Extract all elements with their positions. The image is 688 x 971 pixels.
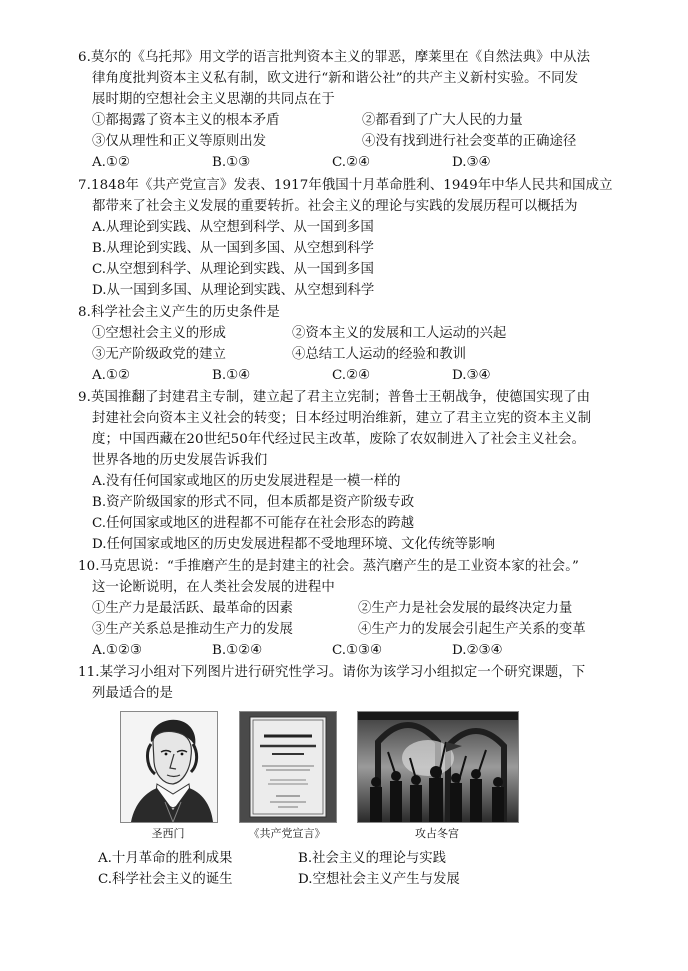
q9-choice-d: D.任何国家或地区的历史发展进程都不受地理环境、文化传统等影响 <box>92 537 495 552</box>
q7-choice-b: B.从理论到实践、从一国到多国、从空想到科学 <box>92 241 374 256</box>
q8-stem-line-1: 8.科学社会主义产生的历史条件是 <box>78 305 280 320</box>
q9-stem-line-4: 世界各地的历史发展告诉我们 <box>92 453 268 468</box>
q9-choice-a: A.没有任何国家或地区的历史发展进程是一模一样的 <box>92 474 401 489</box>
q9-stem-line-2: 封建社会向资本主义社会的转变；日本经过明治维新，建立了君主立宪的资本主义制 <box>92 411 592 426</box>
q6-stem-line-3: 展时期的空想社会主义思潮的共同点在于 <box>92 92 335 107</box>
q9-choice-c: C.任何国家或地区的进程都不可能存在社会形态的跨越 <box>92 516 415 531</box>
q10-choice-c: C.①③④ <box>332 643 383 658</box>
q8-item-3: ③无产阶级政党的建立 <box>92 347 226 362</box>
q6-stem-line-1: 6.莫尔的《乌托邦》用文学的语言批判资本主义的罪恶，摩莱里在《自然法典》中从法 <box>78 50 591 65</box>
q6-item-2: ②都看到了广大人民的力量 <box>362 113 523 128</box>
q7-choice-a: A.从理论到实践、从空想到科学、从一国到多国 <box>92 220 374 235</box>
q6-choice-c: C.②④ <box>332 155 371 170</box>
q7-stem-line-2: 都带来了社会主义发展的重要转折。社会主义的理论与实践的发展历程可以概括为 <box>92 199 578 214</box>
q8-item-1: ①空想社会主义的形成 <box>92 326 226 341</box>
q7-stem-line-1: 7.1848年《共产党宣言》发表、1917年俄国十月革命胜利、1949年中华人民共和国成立 <box>78 178 613 193</box>
q6-item-4: ④没有找到进行社会变革的正确途径 <box>362 134 577 149</box>
q6-choice-b: B.①③ <box>212 155 251 170</box>
q9-choice-b: B.资产阶级国家的形式不同，但本质都是资产阶级专政 <box>92 495 415 510</box>
q10-stem-line-2: 这一论断说明，在人类社会发展的进程中 <box>92 580 335 595</box>
q7-choice-d: D.从一国到多国、从理论到实践、从空想到科学 <box>92 283 375 298</box>
q10-stem-line-1: 10.马克思说：“手推磨产生的是封建主的社会。蒸汽磨产生的是工业资本家的社会。” <box>78 559 579 574</box>
q11-stem-line-2: 列最适合的是 <box>92 686 173 701</box>
q10-item-1: ①生产力是最活跃、最革命的因素 <box>92 601 293 616</box>
q11-choice-d: D.空想社会主义产生与发展 <box>298 872 460 887</box>
communist-manifesto-caption: 《共产党宣言》 <box>248 827 326 840</box>
q8-choice-c: C.②④ <box>332 368 371 383</box>
q11-stem-line-1: 11.某学习小组对下列图片进行研究性学习。请你为该学习小组拟定一个研究课题，下 <box>78 665 586 680</box>
q6-choice-a: A.①② <box>92 155 130 170</box>
q9-stem-line-1: 9.英国推翻了封建君主专制，建立起了君主立宪制；普鲁士王朝战争，使德国实现了由 <box>78 390 591 405</box>
q11-choice-a: A.十月革命的胜利成果 <box>98 851 233 866</box>
q11-choice-c: C.科学社会主义的诞生 <box>98 872 233 887</box>
communist-manifesto-cover-image <box>239 711 337 823</box>
q8-item-2: ②资本主义的发展和工人运动的兴起 <box>292 326 507 341</box>
q6-item-1: ①都揭露了资本主义的根本矛盾 <box>92 113 280 128</box>
q8-item-4: ④总结工人运动的经验和教训 <box>292 347 467 362</box>
storming-winter-palace-image <box>357 711 519 823</box>
q10-item-3: ③生产关系总是推动生产力的发展 <box>92 622 293 637</box>
q11-choice-b: B.社会主义的理论与实践 <box>298 851 447 866</box>
q10-item-2: ②生产力是社会发展的最终决定力量 <box>358 601 573 616</box>
saint-simon-caption: 圣西门 <box>151 827 185 840</box>
q8-choice-d: D.③④ <box>452 368 491 383</box>
q6-item-3: ③仅从理性和正义等原则出发 <box>92 134 267 149</box>
q10-choice-b: B.①②④ <box>212 643 263 658</box>
q6-choice-d: D.③④ <box>452 155 491 170</box>
saint-simon-portrait-image <box>120 711 218 823</box>
q9-stem-line-3: 度；中国西藏在20世纪50年代经过民主改革，废除了农奴制进入了社会主义社会。 <box>92 432 586 447</box>
q10-choice-a: A.①②③ <box>92 643 142 658</box>
storming-winter-palace-caption: 攻占冬宫 <box>415 827 459 840</box>
q6-stem-line-2: 律角度批判资本主义私有制，欧文进行“新和谐公社”的共产主义新村实验。不同发 <box>92 71 579 86</box>
q10-choice-d: D.②③④ <box>452 643 503 658</box>
q8-choice-a: A.①② <box>92 368 130 383</box>
q7-choice-c: C.从空想到科学、从理论到实践、从一国到多国 <box>92 262 374 277</box>
q8-choice-b: B.①④ <box>212 368 251 383</box>
q10-item-4: ④生产力的发展会引起生产关系的变革 <box>358 622 586 637</box>
